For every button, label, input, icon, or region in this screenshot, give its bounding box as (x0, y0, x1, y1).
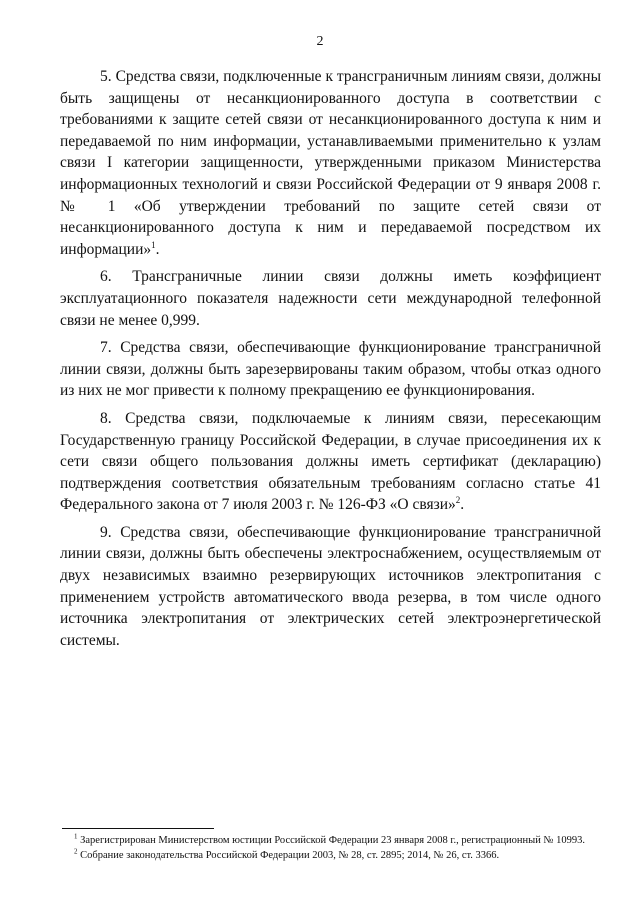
document-body (60, 66, 601, 657)
footnote-2 (62, 848, 610, 863)
paragraph-text: 7. Средства связи, обеспечивающие функционирование трансграничной линии связи, должны быть зарезервированы таким образом, чтобы отказ одного из них не мог привести к полному прекращению ее функционирования. (60, 339, 601, 400)
footnote-ref-2: 2 (455, 495, 461, 506)
paragraph-tail: . (155, 240, 160, 258)
footnote-divider (62, 828, 214, 829)
paragraph-tail: . (460, 496, 465, 514)
paragraph-text: 8. Средства связи, подключаемые к линиям связи, пересекающим Государственную границу Российской Федерации, в случае присоединения их к сети связи общего пользования должны иметь сертификат (декларацию) подтверждения соответствия обязательным требованиям согласно статье 41 Федерального закона от 7 июля 2003 г. № 126-ФЗ «О связи» (60, 409, 601, 514)
footnote-text: Зарегистрирован Министерством юстиции Российской Федерации 23 января 2008 г., регистрационный № 10993. (80, 835, 585, 846)
footnote-mark: 1 (74, 832, 78, 841)
paragraph-text: 6. Трансграничные линии связи должны иметь коэффициент эксплуатационного показателя надежности сети международной телефонной связи не менее 0,999. (60, 268, 601, 329)
paragraph-8 (60, 408, 601, 516)
paragraph-7 (60, 337, 601, 402)
paragraph-text: 5. Средства связи, подключенные к трансграничным линиям связи, должны быть защищены от несанкционированного доступа в соответствии с требованиями к защите сетей связи от несанкционированного доступа к ним и передаваемой по ним информации, устанавливаемыми применительно к узлам связи I категории защищенности, утвержденными приказом Министерства информационных технологий и связи Российской Федерации от 9 января 2008 г. № 1 «Об утверждении требований по защите сетей связи от несанкционированного доступа к ним и передаваемой посредством их информации» (60, 68, 601, 258)
paragraph-text: 9. Средства связи, обеспечивающие функционирование трансграничной линии связи, должны быть обеспечены электроснабжением, осуществляемым от двух независимых взаимно резервирующих источников электропитания с применением устройств автоматического ввода резерва, в том числе одного источника электропитания от электрических сетей электроэнергетической системы. (60, 523, 601, 649)
paragraph-9 (60, 522, 601, 652)
paragraph-6 (60, 266, 601, 331)
footnote-1 (62, 833, 610, 848)
footnote-mark: 2 (74, 847, 78, 856)
paragraph-5 (60, 66, 601, 260)
footnote-text: Собрание законодательства Российской Федерации 2003, № 28, ст. 2895; 2014, № 26, ст. 3366. (80, 850, 500, 861)
footnotes (62, 828, 610, 863)
footnote-ref-1: 1 (151, 239, 156, 250)
page-number: 2 (316, 34, 324, 49)
